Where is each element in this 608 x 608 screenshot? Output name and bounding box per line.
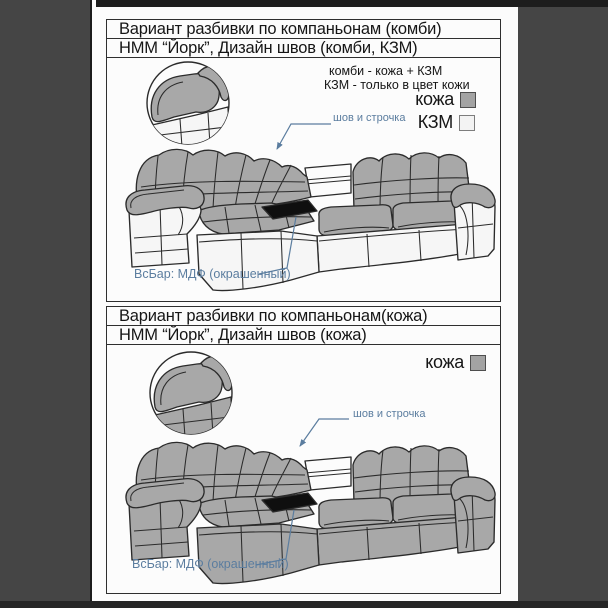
note-kzm-definition: КЗМ - только в цвет кожи	[324, 78, 470, 92]
panel-leather-title-row1: Вариант разбивки по компаньонам(кожа)	[107, 307, 500, 326]
scan-bottom-black-bar	[0, 601, 608, 608]
seam-callout-leader	[300, 419, 349, 446]
seam-callout-label: шов и строчка	[353, 408, 426, 420]
bar-callout-label: ВсБар: МДФ (окрашенный)	[134, 267, 291, 281]
sofa-illustration-leather	[107, 345, 500, 593]
armrest-detail-magnifier	[150, 352, 233, 439]
note-combi-definition: комби - кожа + КЗМ	[329, 64, 443, 78]
bar-callout-label: ВсБар: МДФ (окрашенный)	[132, 557, 289, 571]
kzm-swatch	[459, 115, 475, 131]
armrest-detail-magnifier	[147, 62, 230, 149]
panel-leather-title-row2: НММ “Йорк”, Дизайн швов (кожа)	[107, 326, 500, 345]
panel-combi	[106, 19, 501, 302]
legend-label-leather: кожа	[415, 89, 454, 109]
document-page	[90, 0, 518, 601]
panel-leather	[106, 306, 501, 594]
panel-combi-body	[107, 58, 500, 301]
panel-leather-body	[107, 345, 500, 593]
scan-top-black-bar	[96, 0, 608, 7]
panel-combi-title-row2: НММ “Йорк”, Дизайн швов (комби, КЗМ)	[107, 39, 500, 58]
legend-label-kzm: КЗМ	[417, 112, 453, 132]
panel-combi-title-row1: Вариант разбивки по компаньонам (комби)	[107, 20, 500, 39]
seam-callout-label: шов и строчка	[333, 112, 406, 124]
legend-item-leather	[415, 89, 476, 110]
legend-label-leather: кожа	[425, 352, 464, 372]
legend-item-kzm	[418, 112, 475, 133]
seam-callout-leader	[277, 124, 331, 149]
leather-swatch	[470, 355, 486, 371]
legend-item-leather	[425, 352, 486, 373]
leather-swatch	[460, 92, 476, 108]
